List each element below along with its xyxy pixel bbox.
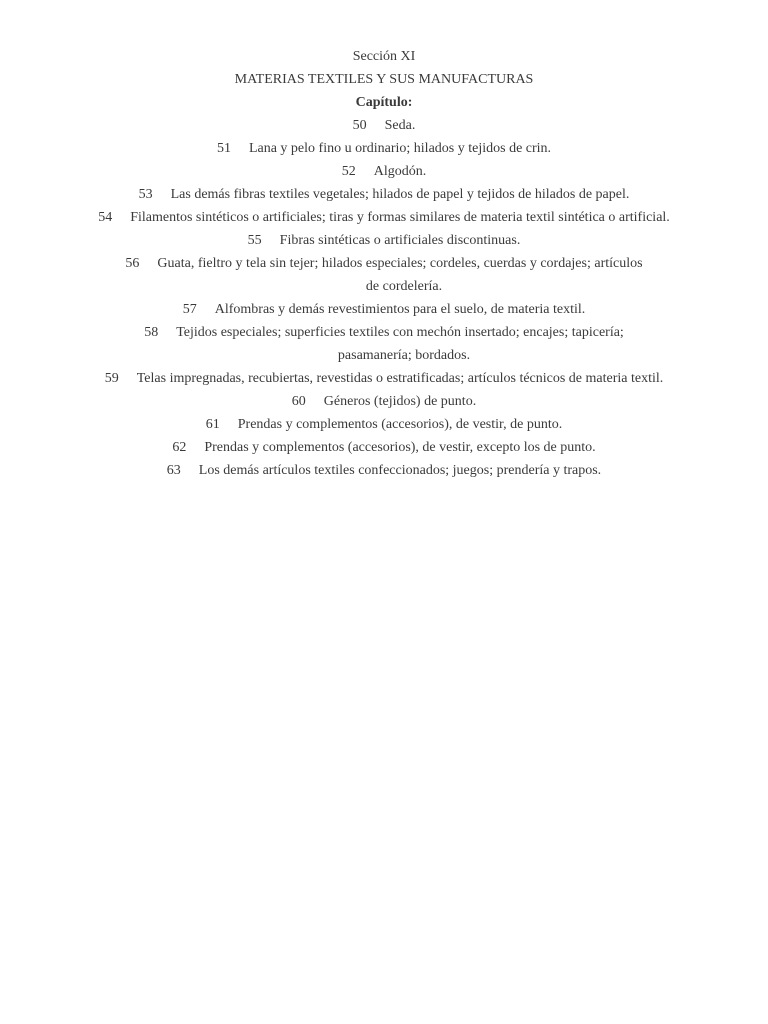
chapter-text: Alfombras y demás revestimientos para el suelo, de materia textil. <box>214 302 586 317</box>
chapter-number: 53 <box>138 187 153 202</box>
chapter-text: Los demás artículos textiles confeccionados; juegos; prendería y trapos. <box>198 463 602 478</box>
chapter-number: 55 <box>247 233 262 248</box>
chapter-text: Géneros (tejidos) de punto. <box>323 394 477 409</box>
chapter-entry-61 <box>0 413 768 436</box>
chapter-number: 58 <box>144 325 159 340</box>
chapter-entry-53 <box>0 183 768 206</box>
chapter-text: Guata, fieltro y tela sin tejer; hilados especiales; cordeles, cuerdas y cordajes; artículos <box>157 256 643 271</box>
chapter-entry-57 <box>0 298 768 321</box>
chapter-number: 63 <box>166 463 181 478</box>
chapter-text: Seda. <box>384 118 416 133</box>
chapter-number: 51 <box>216 141 231 156</box>
section-heading: Sección XI <box>352 49 416 64</box>
chapter-entry-58 <box>0 321 768 344</box>
chapter-number: 56 <box>125 256 140 271</box>
chapter-number: 57 <box>182 302 197 317</box>
chapter-text: Tejidos especiales; superficies textiles con mechón insertado; encajes; tapicería; <box>176 325 624 340</box>
chapter-entry-63 <box>0 459 768 482</box>
chapter-entry-55 <box>0 229 768 252</box>
chapter-number: 60 <box>291 394 306 409</box>
chapter-entry-59 <box>0 367 768 390</box>
chapter-entry-51 <box>0 137 768 160</box>
chapter-number: 59 <box>104 371 119 386</box>
chapter-text: Filamentos sintéticos o artificiales; tiras y formas similares de materia textil sintética o artificial. <box>130 210 670 225</box>
section-title: MATERIAS TEXTILES Y SUS MANUFACTURAS <box>234 72 534 87</box>
chapter-text: Lana y pelo fino u ordinario; hilados y tejidos de crin. <box>248 141 552 156</box>
chapter-entry-54 <box>0 206 768 229</box>
chapter-entry-60 <box>0 390 768 413</box>
chapter-number: 54 <box>98 210 113 225</box>
chapter-heading: Capítulo: <box>355 95 413 110</box>
chapter-number: 62 <box>172 440 187 455</box>
chapter-number: 50 <box>352 118 367 133</box>
chapter-entry-58-continuation: pasamanería; bordados. <box>337 348 471 363</box>
chapter-number: 52 <box>341 164 356 179</box>
chapter-entry-56 <box>0 252 768 275</box>
chapter-text: Prendas y complementos (accesorios), de vestir, de punto. <box>237 417 563 432</box>
chapter-entry-52 <box>0 160 768 183</box>
chapter-text: Prendas y complementos (accesorios), de vestir, excepto los de punto. <box>204 440 596 455</box>
chapter-text: Telas impregnadas, recubiertas, revestidas o estratificadas; artículos técnicos de materia textil. <box>136 371 664 386</box>
chapter-number: 61 <box>205 417 220 432</box>
chapter-entry-62 <box>0 436 768 459</box>
chapter-text: Fibras sintéticas o artificiales discontinuas. <box>279 233 521 248</box>
chapter-entry-50 <box>0 114 768 137</box>
chapter-text: Algodón. <box>373 164 427 179</box>
chapter-text: Las demás fibras textiles vegetales; hilados de papel y tejidos de hilados de papel. <box>170 187 630 202</box>
chapter-entry-56-continuation: de cordelería. <box>365 279 443 294</box>
